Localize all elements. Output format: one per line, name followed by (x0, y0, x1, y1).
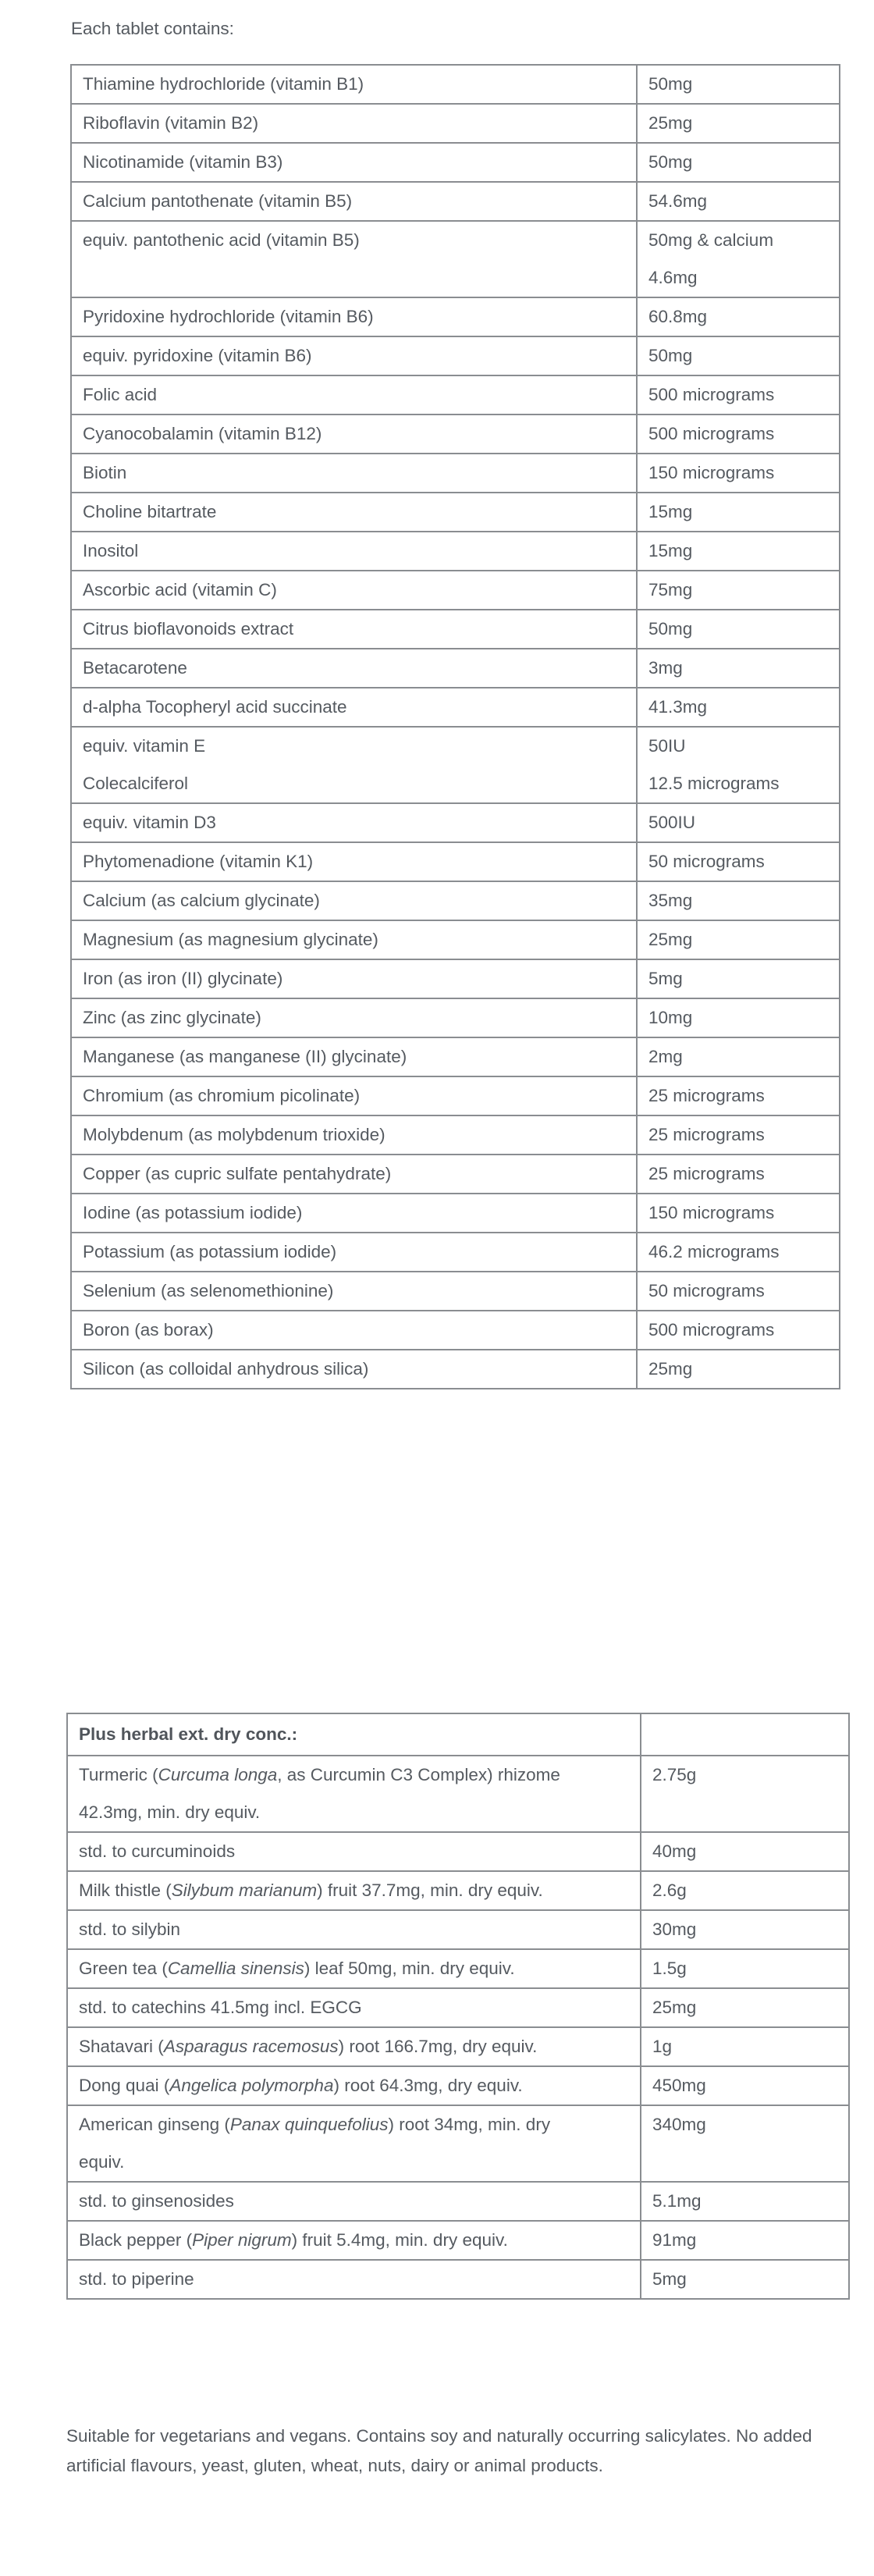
ingredient-name: Copper (as cupric sulfate pentahydrate) (83, 1164, 392, 1183)
ingredient-name-cell (71, 297, 637, 336)
ingredient-amount-cell (637, 454, 840, 493)
herb-name-cell (67, 1832, 641, 1871)
ingredient-name-cell (71, 998, 637, 1037)
herb-name-cell (67, 2027, 641, 2066)
herb-amount-cell (641, 1756, 849, 1832)
table-row (71, 842, 840, 881)
herb-amount-cell (641, 2221, 849, 2260)
table-row (67, 1871, 849, 1910)
table-row (71, 920, 840, 959)
ingredient-amount: 35mg (648, 891, 693, 910)
ingredient-amount: 15mg (648, 541, 693, 560)
herb-amount: 5mg (652, 2269, 687, 2289)
herb-name-detail: 42.3mg, min. dry equiv. (79, 1802, 261, 1822)
ingredient-amount: 50mg (648, 346, 693, 365)
table-row (67, 1949, 849, 1988)
ingredient-name-cell (71, 727, 637, 803)
table-row (71, 803, 840, 842)
table-row (71, 1311, 840, 1350)
ingredient-name: Folic acid (83, 385, 158, 404)
table-row (67, 2027, 849, 2066)
ingredient-amount-cell (637, 1076, 840, 1115)
ingredient-amount-cell (637, 998, 840, 1037)
herb-amount: 340mg (652, 2115, 706, 2134)
table-row (71, 143, 840, 182)
ingredient-name-cell (71, 1233, 637, 1272)
table-row (71, 1272, 840, 1311)
herb-name-detail: ) fruit 5.4mg, min. dry equiv. (291, 2230, 508, 2250)
ingredient-name-cell (71, 649, 637, 688)
ingredient-name: Magnesium (as magnesium glycinate) (83, 930, 378, 949)
table-row (71, 1155, 840, 1194)
table-row (71, 415, 840, 454)
table-row (71, 532, 840, 571)
ingredient-amount: 500 micrograms (648, 1320, 775, 1340)
ingredient-amount: 4.6mg (648, 268, 698, 287)
ingredient-name: Pyridoxine hydrochloride (vitamin B6) (83, 307, 374, 326)
ingredient-name-cell (71, 959, 637, 998)
ingredient-name-cell (71, 532, 637, 571)
herb-amount: 91mg (652, 2230, 697, 2250)
ingredient-name-cell (71, 182, 637, 221)
ingredient-amount-cell (637, 65, 840, 104)
ingredient-name: d-alpha Tocopheryl acid succinate (83, 697, 347, 717)
table-row (71, 297, 840, 336)
herb-name: std. to curcuminoids (79, 1841, 236, 1861)
table-row (71, 1037, 840, 1076)
herb-amount: 1.5g (652, 1959, 687, 1978)
ingredient-name: Iodine (as potassium iodide) (83, 1203, 303, 1222)
ingredient-amount-cell (637, 610, 840, 649)
herb-amount-cell (641, 2027, 849, 2066)
ingredient-name-cell (71, 1076, 637, 1115)
ingredient-name-cell (71, 221, 637, 297)
herb-amount-cell (641, 2182, 849, 2221)
ingredient-name-cell (71, 104, 637, 143)
table-row (67, 2260, 849, 2299)
table-row (67, 1910, 849, 1949)
ingredient-amount: 12.5 micrograms (648, 774, 780, 793)
ingredient-amount-cell (637, 842, 840, 881)
table-row (67, 1832, 849, 1871)
table-row (71, 221, 840, 297)
ingredient-amount-cell (637, 727, 840, 803)
ingredient-amount: 15mg (648, 502, 693, 521)
herb-latin-name: Piper nigrum (192, 2230, 292, 2250)
herb-name: Dong quai ( (79, 2076, 170, 2095)
herb-name: Milk thistle ( (79, 1880, 172, 1900)
ingredient-amount-cell (637, 1115, 840, 1155)
ingredient-amount: 10mg (648, 1008, 693, 1027)
ingredient-name-cell (71, 571, 637, 610)
ingredient-name-cell (71, 143, 637, 182)
ingredient-name-cell (71, 1311, 637, 1350)
table-row (71, 182, 840, 221)
ingredient-name: Manganese (as manganese (II) glycinate) (83, 1047, 407, 1066)
ingredient-amount: 50mg (648, 152, 693, 172)
table-row (71, 1076, 840, 1115)
ingredient-name-cell (71, 1155, 637, 1194)
ingredient-amount-cell (637, 1194, 840, 1233)
table-row (71, 959, 840, 998)
ingredient-amount-cell (637, 336, 840, 375)
ingredient-name-cell (71, 415, 637, 454)
herb-amount: 2.75g (652, 1765, 697, 1784)
ingredient-name: equiv. pyridoxine (vitamin B6) (83, 346, 312, 365)
herb-amount-cell (641, 2066, 849, 2105)
herb-name-cell (67, 1988, 641, 2027)
herb-name-cell (67, 1756, 641, 1832)
herb-latin-name: Curcuma longa (158, 1765, 278, 1784)
ingredient-amount-cell (637, 1272, 840, 1311)
ingredient-amount: 3mg (648, 658, 683, 678)
herb-name: Shatavari ( (79, 2037, 164, 2056)
ingredient-amount-cell (637, 1155, 840, 1194)
ingredient-name-cell (71, 1194, 637, 1233)
ingredient-name-cell (71, 920, 637, 959)
herb-amount: 2.6g (652, 1880, 687, 1900)
table-row (71, 454, 840, 493)
ingredient-name-cell (71, 688, 637, 727)
herb-name: std. to piperine (79, 2269, 194, 2289)
ingredient-amount-cell (637, 532, 840, 571)
ingredient-name: Colecalciferol (83, 774, 189, 793)
table-row (71, 1194, 840, 1233)
ingredient-amount-cell (637, 803, 840, 842)
ingredient-amount-cell (637, 1311, 840, 1350)
ingredient-amount-cell (637, 375, 840, 415)
herb-amount: 30mg (652, 1920, 697, 1939)
ingredient-amount-cell (637, 649, 840, 688)
ingredient-amount: 41.3mg (648, 697, 708, 717)
ingredient-amount-cell (637, 104, 840, 143)
herb-name-detail: ) root 34mg, min. dry (388, 2115, 551, 2134)
ingredient-amount-cell (637, 143, 840, 182)
ingredient-name: Zinc (as zinc glycinate) (83, 1008, 261, 1027)
ingredient-amount: 50IU (648, 736, 686, 756)
ingredient-name: Silicon (as colloidal anhydrous silica) (83, 1359, 369, 1379)
herb-latin-name: Camellia sinensis (167, 1959, 304, 1978)
herb-amount: 1g (652, 2037, 673, 2056)
ingredient-name-cell (71, 336, 637, 375)
ingredient-amount-cell (637, 182, 840, 221)
table-row (71, 688, 840, 727)
herb-name-cell (67, 2105, 641, 2182)
ingredient-amount-cell (637, 1350, 840, 1389)
herb-amount: 25mg (652, 1998, 697, 2017)
ingredient-amount-cell (637, 959, 840, 998)
herb-name-cell (67, 2221, 641, 2260)
herbal-heading-row (67, 1713, 849, 1756)
ingredient-name-cell (71, 493, 637, 532)
ingredient-name-cell (71, 454, 637, 493)
herb-name-detail: ) root 64.3mg, dry equiv. (333, 2076, 523, 2095)
herb-amount: 450mg (652, 2076, 706, 2095)
herb-name-cell (67, 2260, 641, 2299)
herb-name: std. to ginsenosides (79, 2191, 234, 2211)
ingredient-name-cell (71, 842, 637, 881)
ingredient-amount-cell (637, 1037, 840, 1076)
ingredient-name: Biotin (83, 463, 127, 482)
ingredient-name: Betacarotene (83, 658, 187, 678)
herb-name-cell (67, 2066, 641, 2105)
ingredient-name: equiv. pantothenic acid (vitamin B5) (83, 230, 360, 250)
table-row (71, 727, 840, 803)
table-row (71, 65, 840, 104)
ingredient-name: Riboflavin (vitamin B2) (83, 113, 259, 133)
ingredient-name: Chromium (as chromium picolinate) (83, 1086, 361, 1105)
herb-amount: 40mg (652, 1841, 697, 1861)
ingredient-name: Inositol (83, 541, 139, 560)
ingredient-amount-cell (637, 881, 840, 920)
ingredient-amount: 25mg (648, 930, 693, 949)
intro-text: Each tablet contains: (71, 19, 234, 38)
ingredient-amount: 500 micrograms (648, 385, 775, 404)
herb-latin-name: Silybum marianum (171, 1880, 318, 1900)
herb-name-detail: equiv. (79, 2152, 125, 2172)
ingredient-amount: 50mg (648, 74, 693, 94)
herb-name-cell (67, 1871, 641, 1910)
table-row (67, 1756, 849, 1832)
ingredient-amount: 5mg (648, 969, 683, 988)
table-row (67, 2221, 849, 2260)
herb-amount: 5.1mg (652, 2191, 702, 2211)
table-row (71, 1115, 840, 1155)
ingredient-name: Molybdenum (as molybdenum trioxide) (83, 1125, 385, 1144)
ingredient-amount: 54.6mg (648, 191, 708, 211)
ingredient-amount: 25 micrograms (648, 1125, 765, 1144)
ingredient-amount: 50 micrograms (648, 852, 765, 871)
ingredient-name-cell (71, 610, 637, 649)
table-row (67, 2182, 849, 2221)
footer-note: Suitable for vegetarians and vegans. Contains soy and naturally occurring salicylates. No added artificial flavours, yeast, gluten, wheat, nuts, dairy or animal products. (66, 2426, 812, 2475)
ingredient-name-cell (71, 65, 637, 104)
ingredient-amount-cell (637, 688, 840, 727)
herb-amount-cell (641, 1832, 849, 1871)
herb-amount-cell (641, 1910, 849, 1949)
herb-name: std. to silybin (79, 1920, 181, 1939)
herb-latin-name: Asparagus racemosus (163, 2037, 339, 2056)
ingredient-amount: 150 micrograms (648, 1203, 775, 1222)
ingredient-name-cell (71, 1037, 637, 1076)
herb-amount-cell (641, 1871, 849, 1910)
herb-name-cell (67, 1910, 641, 1949)
ingredient-amount: 150 micrograms (648, 463, 775, 482)
ingredient-name: Ascorbic acid (vitamin C) (83, 580, 277, 600)
ingredient-amount-cell (637, 493, 840, 532)
ingredient-name: Phytomenadione (vitamin K1) (83, 852, 314, 871)
table-row (71, 1350, 840, 1389)
ingredient-name: Potassium (as potassium iodide) (83, 1242, 337, 1261)
ingredient-amount-cell (637, 415, 840, 454)
herbal-heading: Plus herbal ext. dry conc.: (67, 1713, 641, 1756)
vitamins-table (70, 64, 840, 1389)
ingredient-name-cell (71, 1272, 637, 1311)
table-row (71, 998, 840, 1037)
table-row (71, 610, 840, 649)
herbal-table (66, 1713, 850, 2300)
table-row (71, 493, 840, 532)
ingredient-name: Thiamine hydrochloride (vitamin B1) (83, 74, 364, 94)
ingredient-amount: 50mg (648, 619, 693, 639)
herb-name-detail: ) fruit 37.7mg, min. dry equiv. (317, 1880, 543, 1900)
table-row (71, 375, 840, 415)
ingredient-amount: 75mg (648, 580, 693, 600)
ingredient-amount: 46.2 micrograms (648, 1242, 780, 1261)
ingredient-name: Nicotinamide (vitamin B3) (83, 152, 283, 172)
ingredient-name: Boron (as borax) (83, 1320, 214, 1340)
ingredient-name: Calcium pantothenate (vitamin B5) (83, 191, 353, 211)
ingredient-name: Cyanocobalamin (vitamin B12) (83, 424, 322, 443)
ingredient-name-cell (71, 1350, 637, 1389)
ingredient-amount-cell (637, 1233, 840, 1272)
ingredient-name: Citrus bioflavonoids extract (83, 619, 294, 639)
herb-latin-name: Panax quinquefolius (229, 2115, 389, 2134)
ingredient-name: equiv. vitamin E (83, 736, 206, 756)
table-row (71, 336, 840, 375)
ingredient-name: equiv. vitamin D3 (83, 813, 216, 832)
ingredient-name-cell (71, 881, 637, 920)
table-row (71, 649, 840, 688)
table-row (71, 881, 840, 920)
ingredient-amount: 50 micrograms (648, 1281, 765, 1300)
ingredient-amount-cell (637, 571, 840, 610)
herb-name-cell (67, 2182, 641, 2221)
ingredient-name-cell (71, 375, 637, 415)
herb-name: std. to catechins 41.5mg incl. EGCG (79, 1998, 362, 2017)
ingredient-amount-cell (637, 297, 840, 336)
herb-amount-cell (641, 1949, 849, 1988)
herb-amount-cell (641, 2105, 849, 2182)
herb-name-detail: , as Curcumin C3 Complex) rhizome (277, 1765, 560, 1784)
ingredient-amount: 500 micrograms (648, 424, 775, 443)
herb-name: American ginseng ( (79, 2115, 230, 2134)
ingredient-name-cell (71, 1115, 637, 1155)
ingredient-amount: 50mg & calcium (648, 230, 774, 250)
ingredient-amount: 25mg (648, 1359, 693, 1379)
ingredient-amount: 25 micrograms (648, 1164, 765, 1183)
ingredient-amount: 2mg (648, 1047, 683, 1066)
ingredient-amount-cell (637, 221, 840, 297)
herb-name-cell (67, 1949, 641, 1988)
ingredient-name: Selenium (as selenomethionine) (83, 1281, 334, 1300)
herbal-heading-value (641, 1713, 849, 1756)
ingredient-amount-cell (637, 920, 840, 959)
herb-amount-cell (641, 1988, 849, 2027)
herb-amount-cell (641, 2260, 849, 2299)
ingredient-name-cell (71, 803, 637, 842)
table-row (71, 104, 840, 143)
herb-latin-name: Angelica polymorpha (169, 2076, 334, 2095)
herb-name: Turmeric ( (79, 1765, 158, 1784)
ingredient-name: Choline bitartrate (83, 502, 217, 521)
table-row (67, 1988, 849, 2027)
ingredient-amount: 25mg (648, 113, 693, 133)
herb-name: Green tea ( (79, 1959, 168, 1978)
herb-name-detail: ) root 166.7mg, dry equiv. (338, 2037, 538, 2056)
table-row (71, 1233, 840, 1272)
table-row (71, 571, 840, 610)
herb-name: Black pepper ( (79, 2230, 193, 2250)
ingredient-name: Iron (as iron (II) glycinate) (83, 969, 283, 988)
herb-name-detail: ) leaf 50mg, min. dry equiv. (304, 1959, 515, 1978)
ingredient-amount: 500IU (648, 813, 696, 832)
table-row (67, 2066, 849, 2105)
ingredient-name: Calcium (as calcium glycinate) (83, 891, 320, 910)
ingredient-amount: 25 micrograms (648, 1086, 765, 1105)
ingredient-amount: 60.8mg (648, 307, 708, 326)
table-row (67, 2105, 849, 2182)
